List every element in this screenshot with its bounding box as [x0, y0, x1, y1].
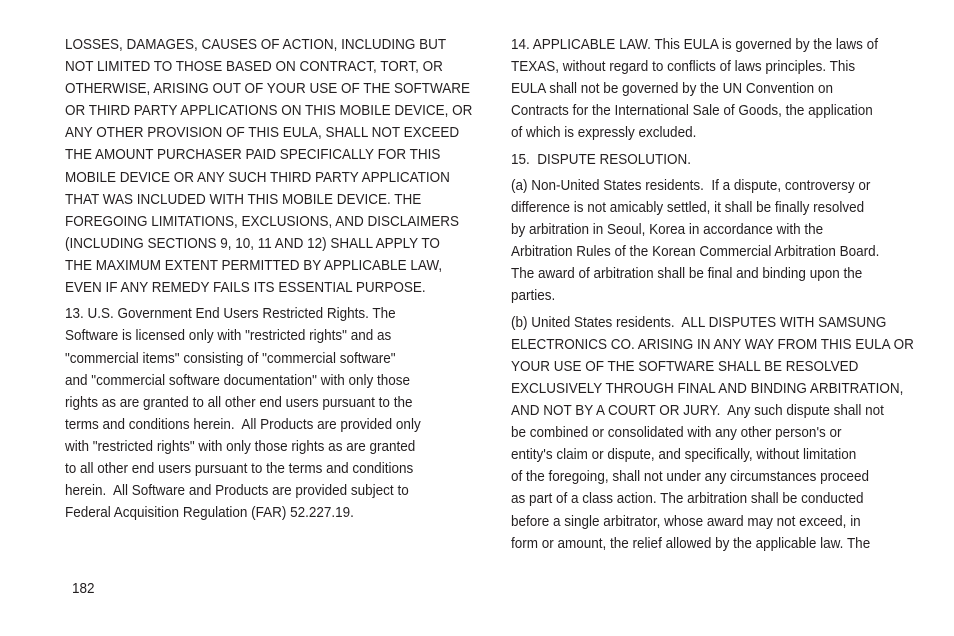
text-line: difference is not amicably settled, it shall be finally resolved [511, 199, 865, 217]
text-line: MOBILE DEVICE OR ANY SUCH THIRD PARTY APPLICATION [65, 168, 450, 186]
text-line: Contracts for the International Sale of Goods, the application [511, 102, 873, 120]
text-line: and "commercial software documentation" with only those [65, 371, 411, 389]
text-line: 15. DISPUTE RESOLUTION. [511, 150, 692, 168]
text-line: herein. All Software and Products are provided subject to [65, 482, 409, 500]
text-line: terms and conditions herein. All Products are provided only [65, 415, 421, 433]
text-line: parties. [511, 287, 556, 305]
text-line: entity's claim or dispute, and specifically, without limitation [511, 446, 857, 464]
text-line: of the foregoing, shall not under any circumstances proceed [511, 468, 869, 486]
left-column [65, 34, 473, 528]
text-line: by arbitration in Seoul, Korea in accordance with the [511, 221, 824, 239]
text-line: 13. U.S. Government End Users Restricted Rights. The [65, 305, 396, 323]
text-line: form or amount, the relief allowed by the applicable law. The [511, 534, 871, 552]
text-line: rights as are granted to all other end users pursuant to the [65, 393, 413, 411]
text-line: OTHERWISE, ARISING OUT OF YOUR USE OF THE SOFTWARE [65, 80, 471, 98]
text-line: EULA shall not be governed by the UN Convention on [511, 80, 833, 98]
paragraph [511, 175, 907, 308]
text-line: (a) Non-United States residents. If a dispute, controversy or [511, 176, 871, 194]
text-line: EXCLUSIVELY THROUGH FINAL AND BINDING ARBITRATION, [511, 379, 904, 397]
paragraph [511, 149, 907, 171]
text-line: LOSSES, DAMAGES, CAUSES OF ACTION, INCLUDING BUT [65, 36, 447, 53]
text-line: ANY OTHER PROVISION OF THIS EULA, SHALL NOT EXCEED [65, 124, 460, 142]
text-line: EVEN IF ANY REMEDY FAILS ITS ESSENTIAL PURPOSE. [65, 279, 426, 297]
paragraph [65, 34, 473, 299]
text-line: The award of arbitration shall be final and binding upon the [511, 265, 863, 283]
text-line: of which is expressly excluded. [511, 124, 697, 142]
paragraph [65, 303, 458, 524]
right-column [511, 34, 914, 559]
page-number: 182 [72, 580, 95, 597]
text-line: (INCLUDING SECTIONS 9, 10, 11 AND 12) SHALL APPLY TO [65, 234, 440, 252]
text-line: FOREGOING LIMITATIONS, EXCLUSIONS, AND DISCLAIMERS [65, 212, 460, 230]
text-line: as part of a class action. The arbitration shall be conducted [511, 490, 864, 508]
text-line: TEXAS, without regard to conflicts of laws principles. This [511, 58, 856, 76]
paragraph [511, 34, 907, 144]
text-line: Federal Acquisition Regulation (FAR) 52.227.19. [65, 504, 354, 522]
text-line: 14. APPLICABLE LAW. This EULA is governed by the laws of [511, 36, 878, 53]
text-line: be combined or consolidated with any other person's or [511, 424, 842, 442]
text-line: ELECTRONICS CO. ARISING IN ANY WAY FROM THIS EULA OR [511, 335, 914, 353]
text-line: AND NOT BY A COURT OR JURY. Any such dispute shall not [511, 402, 884, 420]
text-line: (b) United States residents. ALL DISPUTES WITH SAMSUNG [511, 313, 887, 331]
text-line: "commercial items" consisting of "commercial software" [65, 349, 396, 367]
paragraph [511, 312, 914, 555]
text-line: NOT LIMITED TO THOSE BASED ON CONTRACT, TORT, OR [65, 58, 443, 76]
text-line: OR THIRD PARTY APPLICATIONS ON THIS MOBILE DEVICE, OR [65, 102, 473, 120]
text-line: before a single arbitrator, whose award may not exceed, in [511, 512, 861, 530]
text-line: THE AMOUNT PURCHASER PAID SPECIFICALLY FOR THIS [65, 146, 441, 164]
text-line: THAT WAS INCLUDED WITH THIS MOBILE DEVICE. THE [65, 190, 422, 208]
text-line: Software is licensed only with "restricted rights" and as [65, 327, 392, 345]
text-line: Arbitration Rules of the Korean Commercial Arbitration Board. [511, 243, 880, 261]
text-line: with "restricted rights" with only those rights as are granted [65, 437, 416, 455]
text-line: to all other end users pursuant to the terms and conditions [65, 459, 414, 477]
text-line: THE MAXIMUM EXTENT PERMITTED BY APPLICABLE LAW, [65, 256, 443, 274]
text-line: YOUR USE OF THE SOFTWARE SHALL BE RESOLVED [511, 357, 859, 375]
